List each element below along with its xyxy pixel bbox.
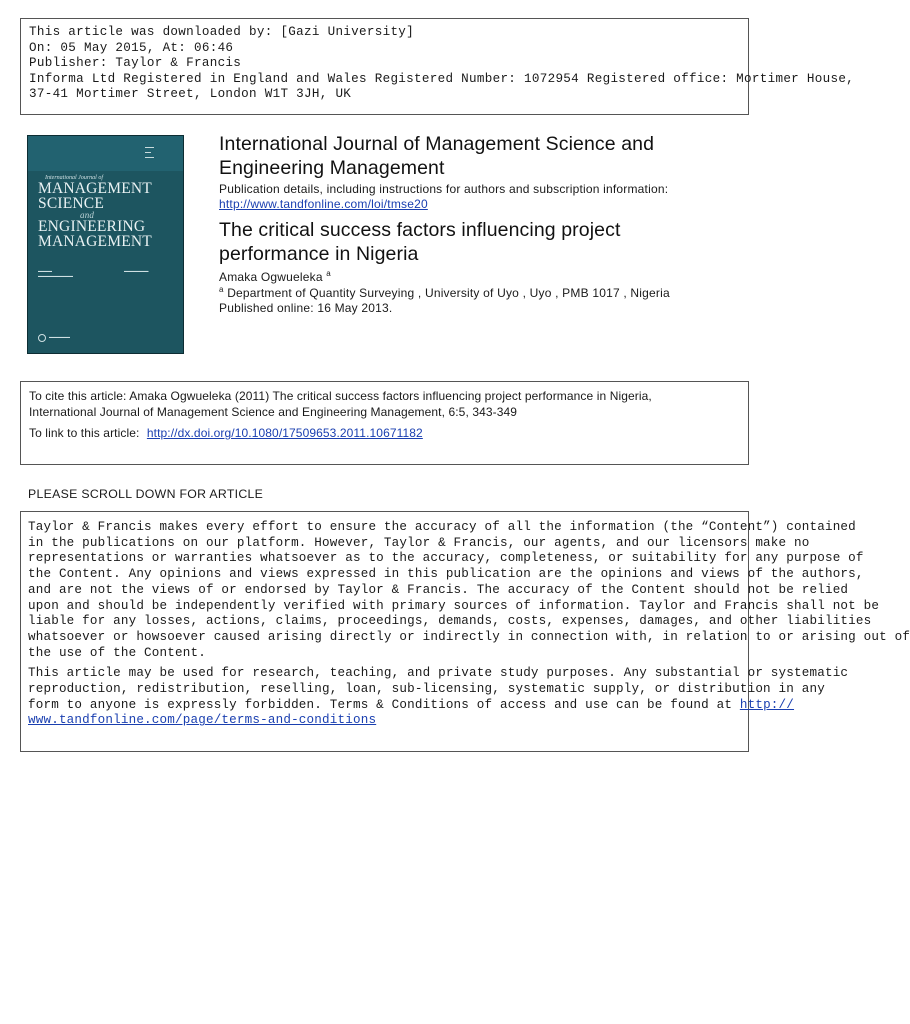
disclaimer-line: representations or warranties whatsoever as to the accuracy, completeness, or suitability for any purpose of: [28, 551, 864, 566]
download-line: Informa Ltd Registered in England and Wales Registered Number: 1072954 Registered office: Mortimer House,: [29, 71, 855, 86]
disclaimer-line: upon and should be independently verified with primary sources of information. Taylor and Francis shall not be: [28, 598, 880, 613]
terms-link[interactable]: http://: [739, 697, 795, 712]
cover-meta: ▬▬▬▬▬▬▬: [124, 269, 149, 273]
publisher-logo-icon: [38, 334, 46, 342]
affiliation-marker: a: [219, 285, 224, 294]
disclaimer-line: [28, 713, 741, 729]
disclaimer-line: the Content. Any opinions and views expressed in this publication are the opinions and views of the authors,: [28, 567, 864, 582]
cover-title-line: SCIENCE: [38, 194, 104, 212]
download-line: 37-41 Mortimer Street, London W1T 3JH, UK: [29, 87, 352, 102]
author-name: Amaka Ogwueleka: [219, 270, 323, 284]
article-title: [219, 218, 739, 266]
cover-title-line: ENGINEERING: [38, 218, 146, 235]
author-affiliation-marker: a: [326, 269, 331, 278]
cover-title-line: MANAGEMENT: [38, 232, 152, 250]
scroll-down-note: PLEASE SCROLL DOWN FOR ARTICLE: [28, 487, 264, 501]
published-date: Published online: 16 May 2013.: [219, 301, 393, 315]
cover-meta: ▬▬▬▬ ▬▬▬▬▬▬▬▬▬▬: [38, 269, 73, 278]
download-line: This article was downloaded by: [Gazi University]: [29, 25, 415, 39]
disclaimer-line: whatsoever or howsoever caused arising directly or indirectly in connection with, in relation to or arising out of: [28, 629, 910, 644]
journal-title-line: International Journal of Management Science and: [219, 133, 655, 155]
download-notice: [20, 18, 855, 115]
article-header: [219, 132, 739, 316]
cover-title-line: and: [80, 210, 95, 220]
disclaimer-box: [20, 511, 910, 752]
disclaimer-line: the use of the Content.: [28, 645, 206, 660]
citation-link-label: To link to this article:: [29, 426, 140, 440]
article-title-line: The critical success factors influencing project: [219, 219, 621, 241]
author: [219, 270, 739, 285]
affiliation-text: Department of Quantity Surveying , University of Uyo , Uyo , PMB 1017 , Nigeria: [223, 286, 670, 300]
disclaimer-line: in the publications on our platform. However, Taylor & Francis, our agents, and our licensors make no: [28, 535, 810, 550]
cover-title-line: MANAGEMENT: [38, 180, 152, 197]
disclaimer-line: liable for any losses, actions, claims, proceedings, demands, costs, expenses, damages, and other liabilities: [28, 614, 872, 629]
journal-url-link[interactable]: http://www.tandfonline.com/loi/tmse20: [219, 197, 428, 211]
disclaimer-line: This article may be used for research, teaching, and private study purposes. Any substantial or systematic: [28, 666, 849, 681]
citation-line: To cite this article: Amaka Ogwueleka (2011) The critical success factors influencing project performance in Nigeria,: [29, 389, 652, 403]
article-title-line: performance in Nigeria: [219, 243, 419, 265]
disclaimer-line: reproduction, redistribution, reselling, loan, sub-licensing, systematic supply, or distribution in any: [28, 682, 825, 697]
cover-publisher-text: ▬▬▬▬▬▬: [49, 335, 70, 339]
journal-cover-image: [27, 135, 184, 354]
citation-box: [20, 381, 749, 465]
citation-line: International Journal of Management Science and Engineering Management, 6:5, 343-349: [29, 404, 518, 419]
citation-link-row: [29, 426, 740, 442]
cover-title: [38, 182, 152, 249]
disclaimer-paragraph: [28, 666, 849, 729]
download-line: On: 05 May 2015, At: 06:46: [29, 40, 234, 55]
affiliation: [219, 285, 739, 301]
cover-band: [28, 136, 183, 171]
cover-journal-small: International Journal of: [45, 175, 103, 181]
doi-link[interactable]: http://dx.doi.org/10.1080/17509653.2011.10671182: [146, 426, 423, 440]
journal-title: [219, 132, 739, 180]
disclaimer-text: form to anyone is expressly forbidden. Terms & Conditions of access and use can be found at: [28, 697, 740, 712]
cover-issue-lines: ▬▬▬ ▬▬ ▬▬▬: [145, 145, 154, 159]
disclaimer-line: and are not the views of or endorsed by Taylor & Francis. The accuracy of the Content should not be relied: [28, 582, 849, 597]
disclaimer-line: Taylor & Francis makes every effort to ensure the accuracy of all the information (the “Content”) contained: [28, 520, 856, 534]
download-line: Publisher: Taylor & Francis: [29, 56, 242, 71]
journal-title-line: Engineering Management: [219, 157, 445, 179]
disclaimer-line: [28, 697, 795, 714]
disclaimer-paragraph: [28, 520, 910, 661]
terms-link-continued[interactable]: www.tandfonline.com/page/terms-and-conditions: [28, 713, 377, 728]
publication-details: Publication details, including instructions for authors and subscription information:: [219, 182, 669, 196]
